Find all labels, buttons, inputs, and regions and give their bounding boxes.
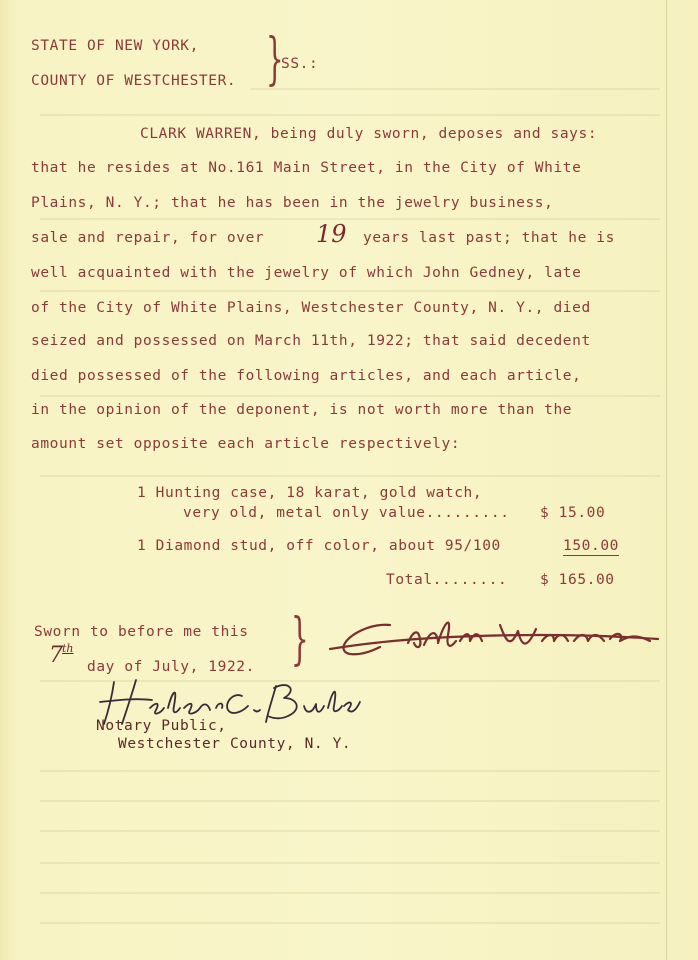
body-line-6: of the City of White Plains, Westchester County, N. Y., died [31,300,591,316]
body-line-10: amount set opposite each article respectively: [31,436,461,452]
body-line-4b: years last past; that he is [363,230,615,246]
item-2-amount: 150.00 [563,538,619,554]
venue-state: STATE OF NEW YORK, [31,38,199,54]
venue-county: COUNTY OF WESTCHESTER. [31,73,237,89]
body-line-2: that he resides at No.161 Main Street, in the City of White [31,160,582,176]
item-1-line-2: very old, metal only value......... [183,505,510,521]
total-label: Total........ [386,572,508,588]
body-line-4a: sale and repair, for over [31,230,265,246]
notary-county: Westchester County, N. Y. [118,736,352,752]
jurat-brace: } [290,607,309,672]
jurat-day-suffix: th [62,642,74,655]
body-line-9: in the opinion of the deponent, is not worth more than the [31,402,573,418]
body-line-3: Plains, N. Y.; that he has been in the jewelry business, [31,195,554,211]
item-1-amount: $ 15.00 [540,505,606,521]
venue-brace: } [265,27,284,92]
jurat-line-1: Sworn to before me this [34,624,249,640]
body-line-5: well acquainted with the jewelry of which John Gedney, late [31,265,582,281]
body-line-1: CLARK WARREN, being duly sworn, deposes and says: [140,126,598,142]
total-amount: $ 165.00 [540,572,615,588]
body-line-7: seized and possessed on March 11th, 1922; that said decedent [31,333,591,349]
jurat-line-2: day of July, 1922. [87,659,255,675]
handwritten-years: 19 [316,220,347,248]
body-line-8: died possessed of the following articles, and each article, [31,368,582,384]
item-2-line-1: 1 Diamond stud, off color, about 95/100 [137,538,501,554]
item-1-line-1: 1 Hunting case, 18 karat, gold watch, [137,485,483,501]
page-edge-rule [666,0,667,960]
notary-title: Notary Public, [96,718,227,734]
jurat-day: 7 [49,643,63,668]
venue-ss: SS.: [281,56,319,72]
deponent-signature [320,605,665,665]
